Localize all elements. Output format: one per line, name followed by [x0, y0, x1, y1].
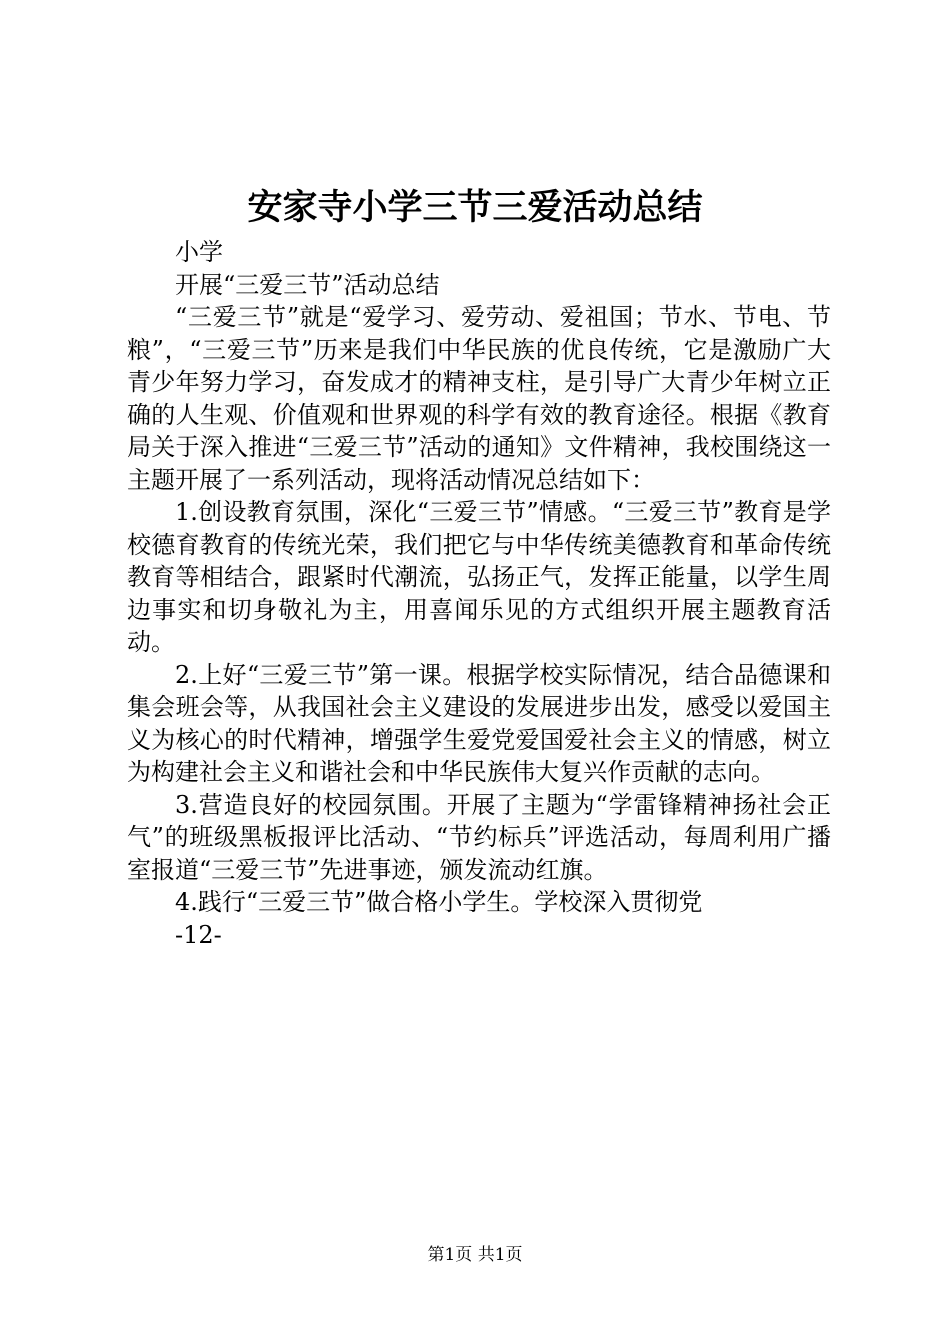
paragraph-item-1: 1.创设教育氛围，深化“三爱三节”情感。“三爱三节”教育是学校德育教育的传统光荣，我们把它与中华传统美德教育和革命传统教育等相结合，跟紧时代潮流，弘扬正气，发挥正能量，以学生周边事实和切身敬礼为主，用喜闻乐见的方式组织开展主题教育活动。	[127, 498, 831, 656]
paragraph-item-3: 3.营造良好的校园氛围。开展了主题为“学雷锋精神扬社会正气”的班级黑板报评比活动、“节约标兵”评选活动，每周利用广播室报道“三爱三节”先进事迹，颁发流动红旗。	[127, 790, 831, 884]
document-body	[127, 236, 831, 951]
page-marker: -12-	[175, 920, 222, 949]
page-footer: 第1页 共1页	[427, 1245, 523, 1265]
document-title: 安家寺小学三节三爱活动总结	[247, 187, 703, 228]
paragraph-school: 小学	[175, 238, 223, 266]
paragraph-subtitle: 开展“三爱三节”活动总结	[175, 270, 440, 299]
paragraph-intro: “三爱三节”就是“爱学习、爱劳动、爱祖国；节水、节电、节粮”，“三爱三节”历来是我们中华民族的优良传统，它是激励广大青少年努力学习，奋发成才的精神支柱，是引导广大青少年树立正确的人生观、价值观和世界观的科学有效的教育途径。根据《教育局关于深入推进“三爱三节”活动的通知》文件精神，我校围绕这一主题开展了一系列活动，现将活动情况总结如下：	[127, 303, 831, 494]
paragraph-item-4: 4.践行“三爱三节”做合格小学生。学校深入贯彻党	[175, 888, 703, 916]
paragraph-item-2: 2.上好“三爱三节”第一课。根据学校实际情况，结合品德课和集会班会等，从我国社会主义建设的发展进步出发，感受以爱国主义为核心的时代精神，增强学生爱党爱国爱社会主义的情感，树立为构建社会主义和谐社会和中华民族伟大复兴作贡献的志向。	[127, 660, 831, 786]
